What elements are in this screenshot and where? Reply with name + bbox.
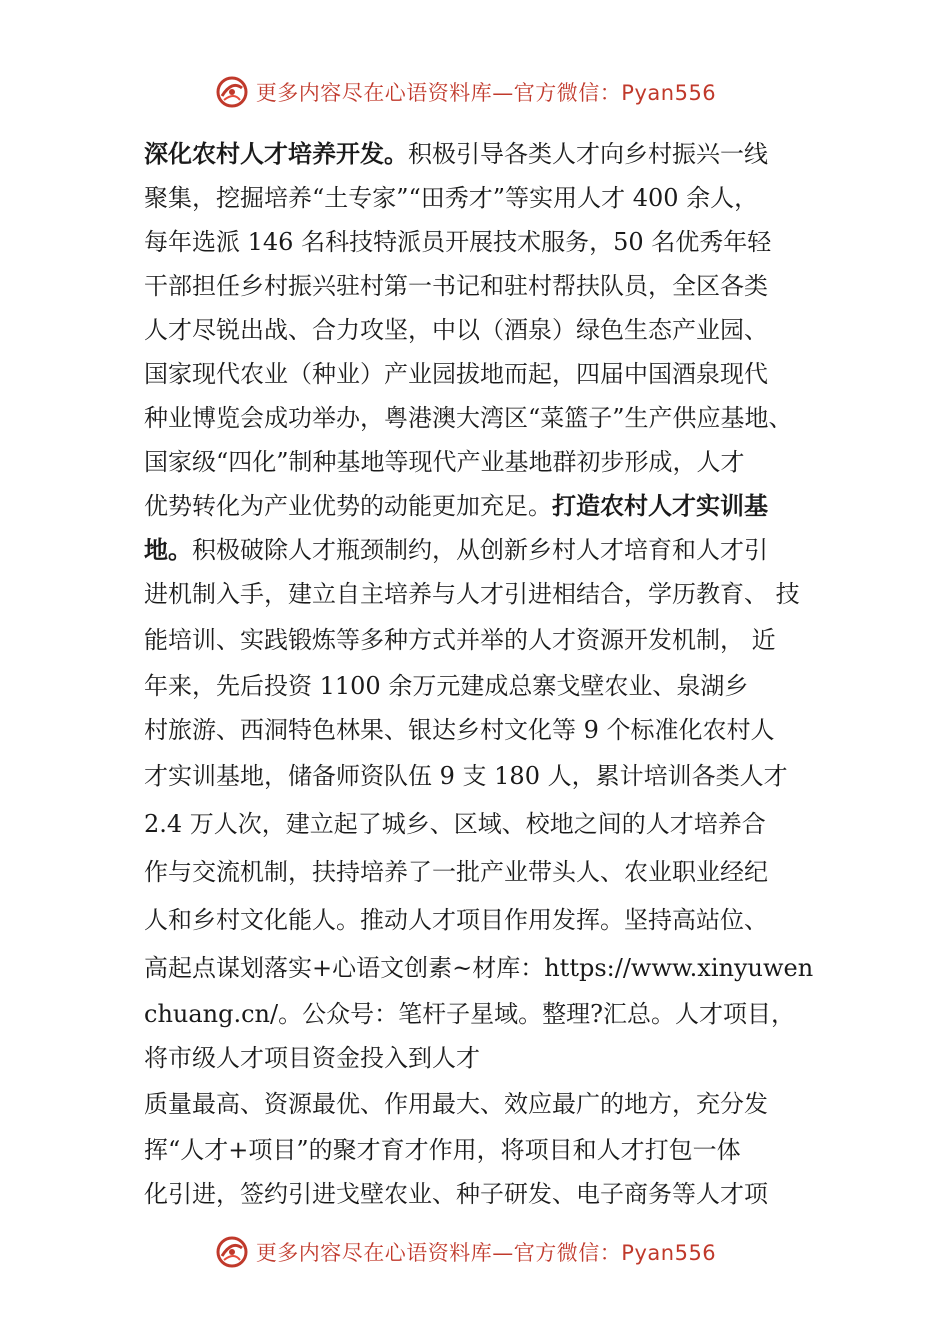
text-line: 能培训、实践锻炼等多种方式并举的人才资源开发机制， 近 — [144, 626, 776, 654]
text-line — [144, 132, 834, 176]
text-line: 将市级人才项目资金投入到人才 — [144, 1044, 480, 1072]
text-line: 国家现代农业（种业）产业园拔地而起，四届中国酒泉现代 — [144, 360, 768, 388]
text-line: 年来，先后投资 1100 余万元建成总寨戈壁农业、泉湖乡 — [144, 672, 749, 700]
text-line: 才实训基地，储备师资队伍 9 支 180 人，累计培训各类人才 — [144, 762, 788, 790]
text-line: 人才尽锐出战、合力攻坚，中以（酒泉）绿色生态产业园、 — [144, 316, 768, 344]
text-line: 国家级“四化”制种基地等现代产业基地群初步形成，人才 — [144, 448, 745, 476]
text-line: 村旅游、西洞特色林果、银达乡村文化等 9 个标准化农村人 — [144, 716, 775, 744]
document-body — [144, 132, 834, 1216]
text-segment: 积极引导各类人才向乡村振兴一线 — [408, 140, 768, 168]
text-line: chuang.cn/。公众号：笔杆子星域。整理?汇总。人才项目， — [144, 1000, 795, 1028]
swirl-logo-icon — [214, 74, 250, 110]
text-line: 聚集，挖掘培养“土专家”“田秀才”等实用人才 400 余人， — [144, 184, 759, 212]
text-line: 挥“人才+项目”的聚才育才作用，将项目和人才打包一体 — [144, 1136, 741, 1164]
text-line: 人和乡村文化能人。推动人才项目作用发挥。坚持高站位、 — [144, 906, 768, 934]
text-line: 高起点谋划落实+心语文创素~材库：https://www.xinyuwen — [144, 954, 814, 982]
text-line — [144, 528, 834, 572]
footer-banner-text: 更多内容尽在心语资料库—官方微信：Pyan556 — [255, 1241, 717, 1265]
header-banner — [0, 70, 950, 114]
section-heading: 深化农村人才培养开发。 — [144, 140, 408, 168]
swirl-logo-icon — [214, 1234, 250, 1270]
text-segment: 优势转化为产业优势的动能更加充足。 — [144, 492, 552, 520]
text-line: 作与交流机制，扶持培养了一批产业带头人、农业职业经纪 — [144, 858, 768, 886]
text-line: 2.4 万人次，建立起了城乡、区域、校地之间的人才培养合 — [144, 810, 766, 838]
text-line: 种业博览会成功举办，粤港澳大湾区“菜篮子”生产供应基地、 — [144, 404, 793, 432]
text-line: 化引进，签约引进戈壁农业、种子研发、电子商务等人才项 — [144, 1180, 768, 1208]
header-banner-inner — [214, 74, 716, 110]
footer-banner-inner — [214, 1234, 716, 1270]
footer-banner — [0, 1230, 950, 1274]
header-banner-text: 更多内容尽在心语资料库—官方微信：Pyan556 — [255, 81, 717, 105]
text-line: 每年选派 146 名科技特派员开展技术服务，50 名优秀年轻 — [144, 228, 772, 256]
text-line: 质量最高、资源最优、作用最大、效应最广的地方，充分发 — [144, 1090, 768, 1118]
text-line: 干部担任乡村振兴驻村第一书记和驻村帮扶队员，全区各类 — [144, 272, 768, 300]
text-segment: 积极破除人才瓶颈制约，从创新乡村人才培育和人才引 — [192, 536, 768, 564]
section-heading-end: 地。 — [144, 536, 192, 564]
section-heading: 打造农村人才实训基 — [552, 492, 768, 520]
text-line — [144, 484, 834, 528]
text-line: 进机制入手，建立自主培养与人才引进相结合，学历教育、 技 — [144, 580, 800, 608]
